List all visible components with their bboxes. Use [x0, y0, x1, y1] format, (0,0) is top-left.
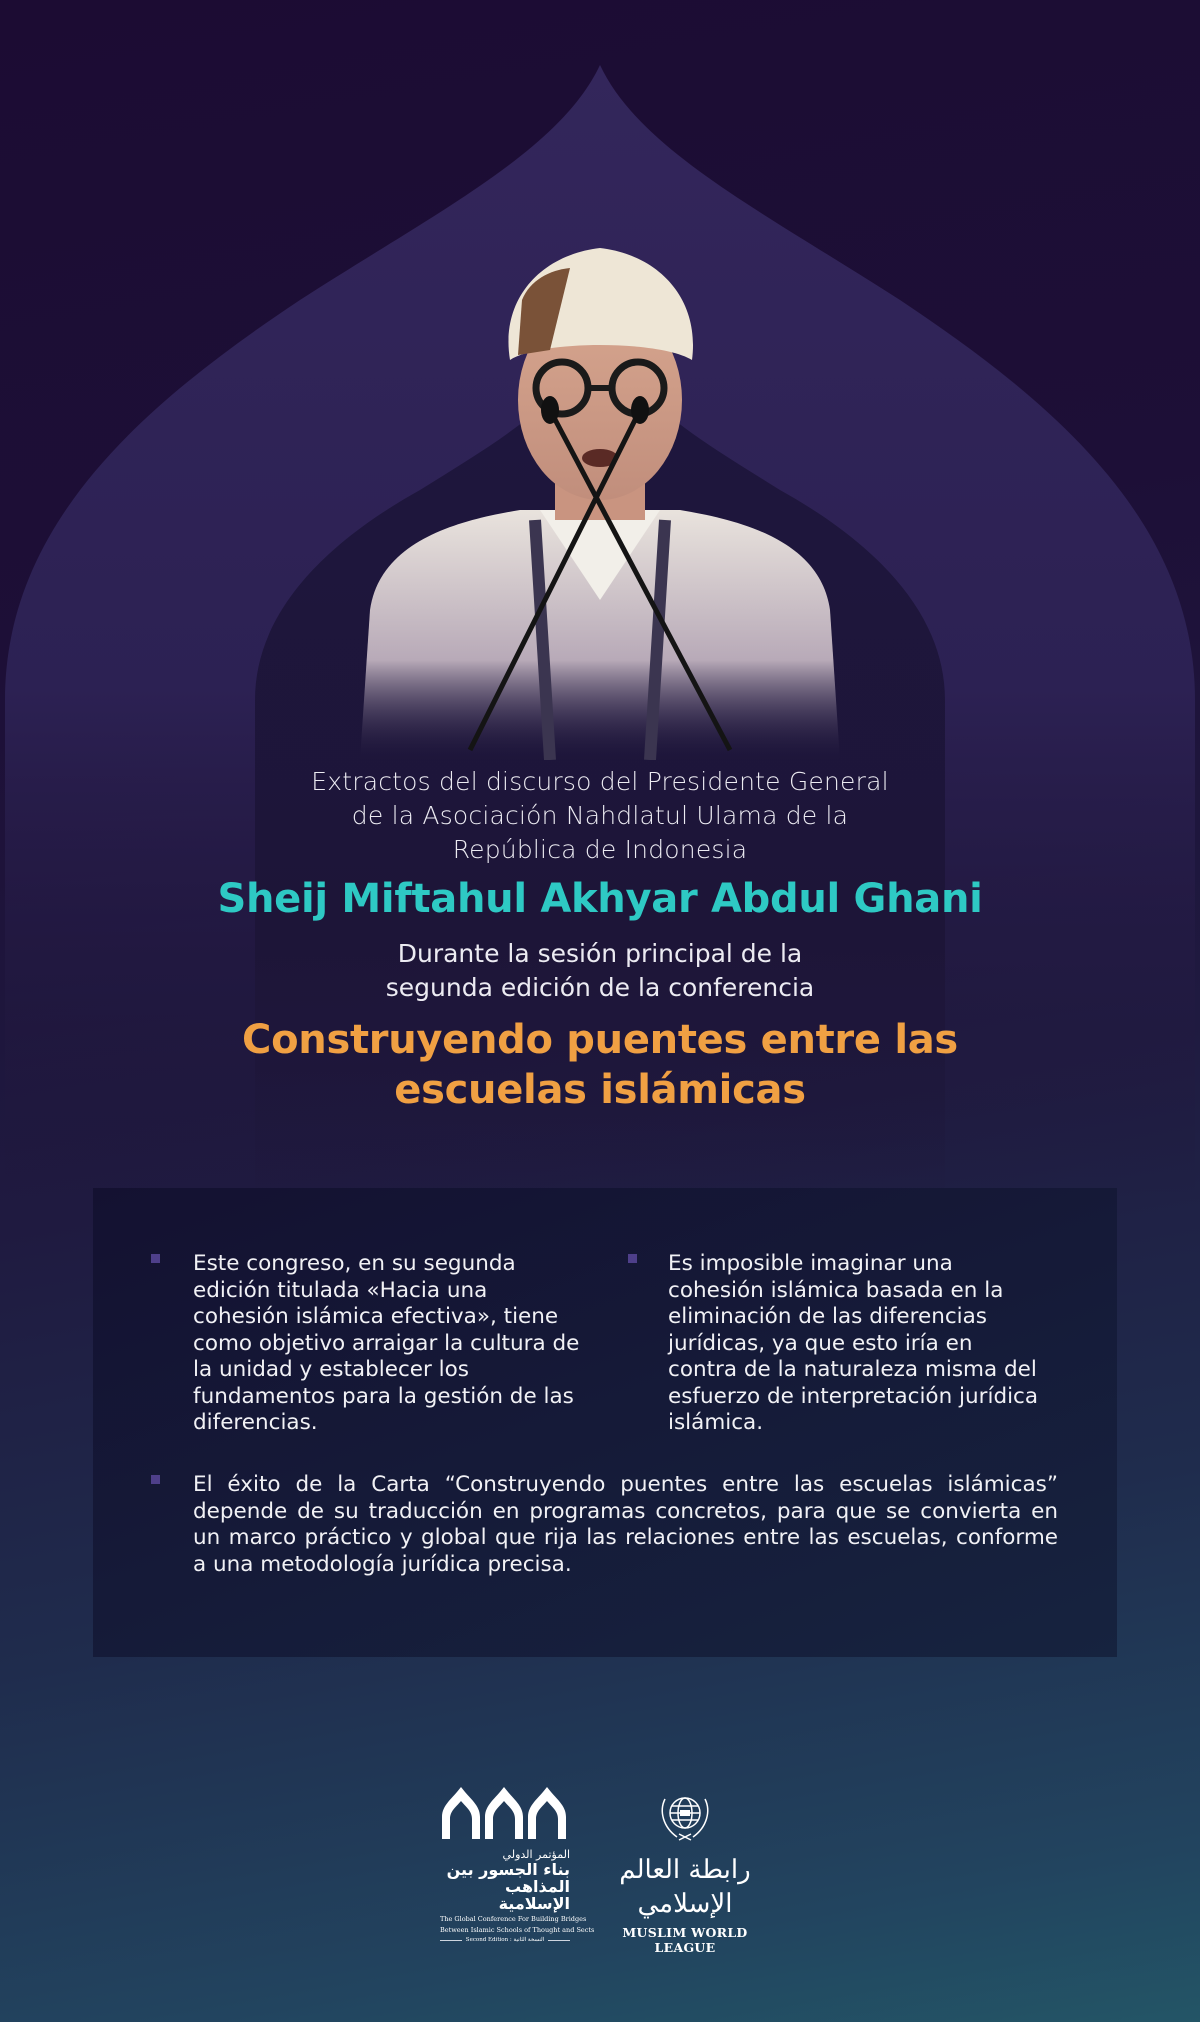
key-point: Es imposible imaginar una cohesión islámica basada en la eliminación de las diferencias jurídicas, ya que esto iría en contra de la naturaleza misma del esfuerzo de interpretación jurídica islámica.	[668, 1251, 1039, 1435]
muslim-world-league-logo	[605, 1785, 765, 1955]
mwl-english-name: MUSLIM WORLD LEAGUE	[622, 1925, 748, 1955]
intro-line: de la Asociación Nahdlatul Ulama de la	[351, 801, 849, 830]
conference-logo	[440, 1787, 595, 1943]
square-bullet-icon	[151, 1254, 160, 1263]
conference-edition	[440, 1937, 570, 1943]
edition-label: Second Edition : النسخة الثانية	[465, 1937, 545, 1943]
intro-text	[0, 765, 1200, 867]
conference-arabic-line: المذاهب الإسلامية	[498, 1877, 570, 1913]
conference-title-line: Construyendo puentes entre las	[242, 1017, 958, 1063]
conference-arabic-line: بناء الجسور بين	[446, 1860, 570, 1879]
context-line: Durante la sesión principal de la	[397, 939, 803, 968]
speaker-portrait	[300, 240, 900, 760]
triple-arch-icon	[440, 1787, 570, 1839]
key-points-panel	[93, 1188, 1117, 1657]
footer-logos	[430, 1775, 780, 1955]
mwl-arabic-name: رابطة العالم الإسلامي	[619, 1855, 751, 1919]
context-text	[0, 937, 1200, 1005]
conference-title	[0, 1015, 1200, 1115]
divider	[548, 1940, 570, 1941]
key-point: El éxito de la Carta “Construyendo puentes entre las escuelas islámicas” depende de su traducción en programas concretos, para que se convierta en un marco práctico y global que rija las relaciones entre las escuelas, conforme a una metodología jurídica precisa.	[193, 1472, 1058, 1577]
intro-line: República de Indonesia	[452, 835, 748, 864]
context-line: segunda edición de la conferencia	[385, 973, 815, 1002]
square-bullet-icon	[151, 1475, 160, 1484]
key-point: Este congreso, en su segunda edición titulada «Hacia una cohesión islámica efectiva», tiene como objetivo arraigar la cultura de la unidad y establecer los fundamentos para la gestión de las diferencias.	[193, 1251, 580, 1435]
conference-english-line: Between Islamic Schools of Thought and Sects	[440, 1926, 595, 1934]
conference-english-line: The Global Conference For Building Bridges	[440, 1915, 587, 1923]
globe-wreath-icon	[655, 1785, 715, 1845]
square-bullet-icon	[628, 1254, 637, 1263]
intro-line: Extractos del discurso del Presidente General	[311, 767, 889, 796]
conference-arabic-line: المؤتمر الدولي	[502, 1848, 570, 1861]
divider	[440, 1940, 462, 1941]
hero-text	[0, 765, 1200, 1115]
speaker-name: Sheij Miftahul Akhyar Abdul Ghani	[217, 876, 983, 922]
conference-title-line: escuelas islámicas	[394, 1067, 806, 1113]
